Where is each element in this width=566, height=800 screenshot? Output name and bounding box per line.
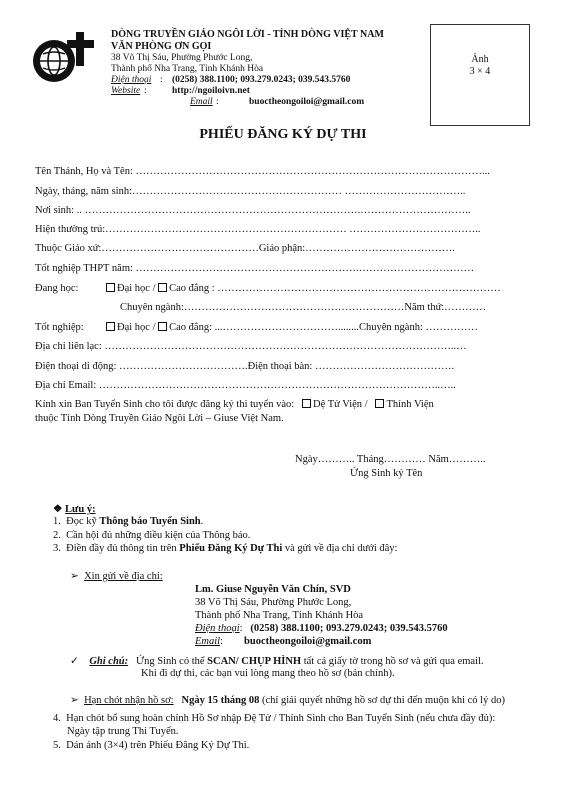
graduated-label: Tốt nghiệp: <box>35 322 84 333</box>
org-name: DÒNG TRUYỀN GIÁO NGÔI LỜI - TỈNH DÒNG VIỆT NAM <box>111 29 384 40</box>
header-email-link[interactable]: buoctheongoiloi@gmail.com <box>249 97 365 107</box>
graduated-options[interactable] <box>106 322 478 333</box>
photo-label: Ảnh <box>471 54 489 65</box>
field-birthplace[interactable]: Nơi sinh: .. …………………………………………………………………….………………………….. <box>35 205 471 216</box>
option-aspirancy: Thỉnh Viện <box>386 399 434 410</box>
arrow-bullet-icon: ➢ <box>70 571 79 582</box>
study-label: Đang học: <box>35 283 79 294</box>
header-phone-label: Điện thoại <box>111 75 152 85</box>
field-permanent-address[interactable]: Hiện thường trú:…………………………………………………………… ……………………………….. <box>35 224 481 235</box>
checkmark-icon: ✓ <box>70 656 79 667</box>
recipient-email: Email: buoctheongoiloi@gmail.com <box>195 636 372 647</box>
field-email[interactable]: Địa chỉ Email: ……………………………………………………………………………………..….. <box>35 380 456 391</box>
remark-line-2: Khi đi dự thi, các bạn vui lòng mang theo hồ sơ (bản chính). <box>141 668 395 679</box>
field-parish-diocese[interactable]: Thuộc Giáo xứ:………………………………………Giáo phận:……………………………………. <box>35 243 455 254</box>
recipient-phone: Điện thoại: (0258) 388.1100; 093.279.0243; 039.543.5760 <box>195 623 448 634</box>
checkbox-aspirancy[interactable] <box>375 399 384 408</box>
globe-cross-icon <box>30 30 98 86</box>
note-5: 5. Dán ảnh (3×4) trên Phiếu Đăng Ký Dự Thi. <box>53 740 250 751</box>
recipient-address-1: 38 Võ Thị Sáu, Phường Phước Long, <box>195 597 352 608</box>
recipient-name: Lm. Giuse Nguyễn Văn Chín, SVD <box>195 584 351 595</box>
office-name: VĂN PHÒNG ƠN GỌI <box>111 41 212 52</box>
note-4-line-2: Ngày tập trung Thi Tuyển. <box>67 726 179 737</box>
checkbox-postulancy[interactable] <box>302 399 311 408</box>
diamond-bullet-icon: ❖ <box>53 504 63 515</box>
header-website-link[interactable]: http://ngoiloivn.net <box>172 86 250 96</box>
field-contact-address[interactable]: Địa chỉ liên lạc: ………………………………………………………………………………………..… <box>35 341 467 352</box>
photo-size: 3 × 4 <box>469 66 491 77</box>
svd-logo <box>30 30 98 86</box>
request-text: Kính xin Ban Tuyển Sinh cho tôi được đăng ký thi tuyển vào: <box>35 399 295 410</box>
remark: ✓ Ghi chú: Ứng Sinh có thể SCAN/ CHỤP HÌNH tất cả giấy tờ trong hồ sơ và gửi qua email. <box>70 656 484 667</box>
signature-label: Ứng Sinh ký Tên <box>350 468 423 479</box>
signature-date[interactable]: Ngày……….. Tháng………… Năm……….. <box>295 454 486 465</box>
study-option-college: Cao đẳng : ……………………………………………………………………… <box>169 283 501 294</box>
field-date-of-birth[interactable]: Ngày, tháng, năm sinh:…………………………………………………… …………………………….. <box>35 186 466 197</box>
arrow-bullet-icon-2: ➢ <box>70 695 79 706</box>
field-phone[interactable]: Điện thoại di động: ……………………………….Điện thoại bàn: …………………………………. <box>35 361 455 372</box>
note-3: 3. Điền đầy đủ thông tin trên Phiếu Đăng Ký Dự Thi và gửi về địa chỉ dưới đây: <box>53 543 398 554</box>
header-website-label: Website <box>111 86 141 96</box>
option-postulancy: Dệ Tử Viện / <box>313 399 368 410</box>
header-address-2: Thành phố Nha Trang, Tỉnh Khánh Hòa <box>111 64 264 74</box>
field-full-name[interactable]: Tên Thánh, Họ và Tên: ………………………………………………………………………………………... <box>35 166 490 177</box>
checkbox-grad-college[interactable] <box>158 322 167 331</box>
send-to-label: ➢ Xin gửi về địa chỉ: <box>70 571 163 582</box>
recipient-email-link[interactable]: buoctheongoiloi@gmail.com <box>244 636 372 647</box>
field-major-year[interactable]: Chuyên ngành:………………………………………………………Năm thứ:………… <box>120 302 487 313</box>
notes-heading: ❖ Lưu ý: <box>53 504 96 515</box>
photo-box[interactable] <box>430 24 530 126</box>
checkbox-grad-university[interactable] <box>106 322 115 331</box>
grad-option-college: Cao đẳng: ...……………………………........Chuyên ngành: …………… <box>169 322 478 333</box>
checkbox-study-college[interactable] <box>158 283 167 292</box>
header-phone-value: (0258) 388.1100; 093.279.0243; 039.543.5760 <box>172 75 351 85</box>
form-title: PHIẾU ĐĂNG KÝ DỰ THI <box>199 127 367 142</box>
header-email-label: Email <box>190 97 213 107</box>
note-1: 1. Đọc kỹ Thông báo Tuyển Sinh. <box>53 516 204 527</box>
study-option-university: Đại học / <box>117 283 156 294</box>
note-4: 4. Hạn chót bổ sung hoàn chỉnh Hồ Sơ nhập Đệ Tử / Thỉnh Sinh cho Ban Tuyển Sinh (nếu chưa đầy đủ): <box>53 713 496 724</box>
field-highschool-year[interactable]: Tốt nghiệp THPT năm: ……………………………………………………….…………………………… <box>35 263 475 274</box>
recipient-address-2: Thành phố Nha Trang, Tỉnh Khánh Hòa <box>195 610 364 621</box>
study-options[interactable] <box>106 283 501 294</box>
note-2: 2. Cần hội đủ những điều kiện của Thông báo. <box>53 530 251 541</box>
registration-request <box>35 399 434 410</box>
request-line-2: thuộc Tỉnh Dòng Truyền Giáo Ngôi Lời – Giuse Việt Nam. <box>35 413 284 424</box>
header-address-1: 38 Võ Thị Sáu, Phường Phước Long, <box>111 53 253 63</box>
deadline: ➢ Hạn chót nhận hồ sơ: Ngày 15 tháng 08 (chỉ giải quyết những hồ sơ dự thi đến muộn khi có lý do) <box>70 695 505 706</box>
checkbox-study-university[interactable] <box>106 283 115 292</box>
grad-option-university: Đại học / <box>117 322 156 333</box>
